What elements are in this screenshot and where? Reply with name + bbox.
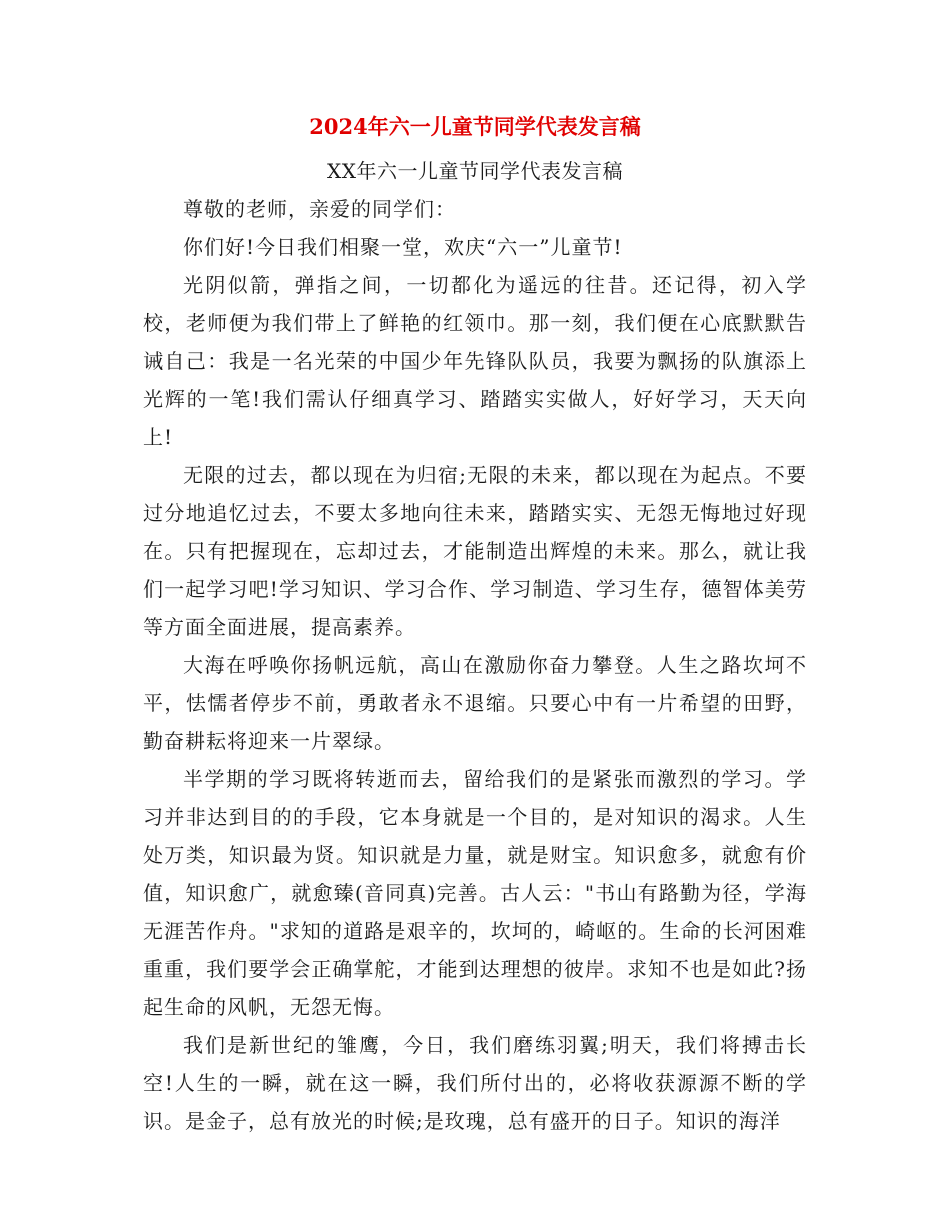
paragraph-study: 半学期的学习既将转逝而去，留给我们的是紧张而激烈的学习。学习并非达到目的的手段，它本身就是一个目的，是对知识的渴求。人生处万类，知识最为贤。知识就是力量，就是财宝。知识愈多，就愈有价值，知识愈广，就愈臻(音同真)完善。古人云："书山有路勤为径，学海无涯苦作舟。"求知的道路是艰辛的，坎坷的，崎岖的。生命的长河困难重重，我们要学会正确掌舵，才能到达理想的彼岸。求知不也是如此?扬起生命的风帆，无怨无悔。 xyxy=(143,767,807,1019)
document-title: 2024年六一儿童节同学代表发言稿 xyxy=(309,114,641,139)
paragraph-present: 无限的过去，都以现在为归宿;无限的未来，都以现在为起点。不要过分地追忆过去，不要太多地向往未来，踏踏实实、无怨无悔地过好现在。只有把握现在，忘却过去，才能制造出辉煌的未来。那么，就让我们一起学习吧!学习知识、学习合作、学习制造、学习生存，德智体美劳等方面全面进展，提高素养。 xyxy=(143,463,807,639)
paragraph-time: 光阴似箭，弹指之间，一切都化为遥远的往昔。还记得，初入学校，老师便为我们带上了鲜艳的红领巾。那一刻，我们便在心底默默告诫自己：我是一名光荣的中国少年先锋队队员，我要为飘扬的队旗添上光辉的一笔!我们需认仔细真学习、踏踏实实做人，好好学习，天天向上! xyxy=(143,273,807,449)
paragraph-greeting: 尊敬的老师，亲爱的同学们： xyxy=(183,197,456,221)
paragraph-hello: 你们好!今日我们相聚一堂，欢庆“六一”儿童节! xyxy=(183,235,623,259)
paragraph-eagle: 我们是新世纪的雏鹰，今日，我们磨练羽翼;明天，我们将搏击长空!人生的一瞬，就在这一瞬，我们所付出的，必将收获源源不断的学识。是金子，总有放光的时候;是玫瑰，总有盛开的日子。知识的海洋 xyxy=(143,1033,807,1133)
document-body xyxy=(143,152,807,1140)
paragraph-ocean: 大海在呼唤你扬帆远航，高山在激励你奋力攀登。人生之路坎坷不平，怯懦者停步不前，勇敢者永不退缩。只要心中有一片希望的田野，勤奋耕耘将迎来一片翠绿。 xyxy=(143,653,807,753)
document-subtitle: XX年六一儿童节同学代表发言稿 xyxy=(327,159,623,183)
